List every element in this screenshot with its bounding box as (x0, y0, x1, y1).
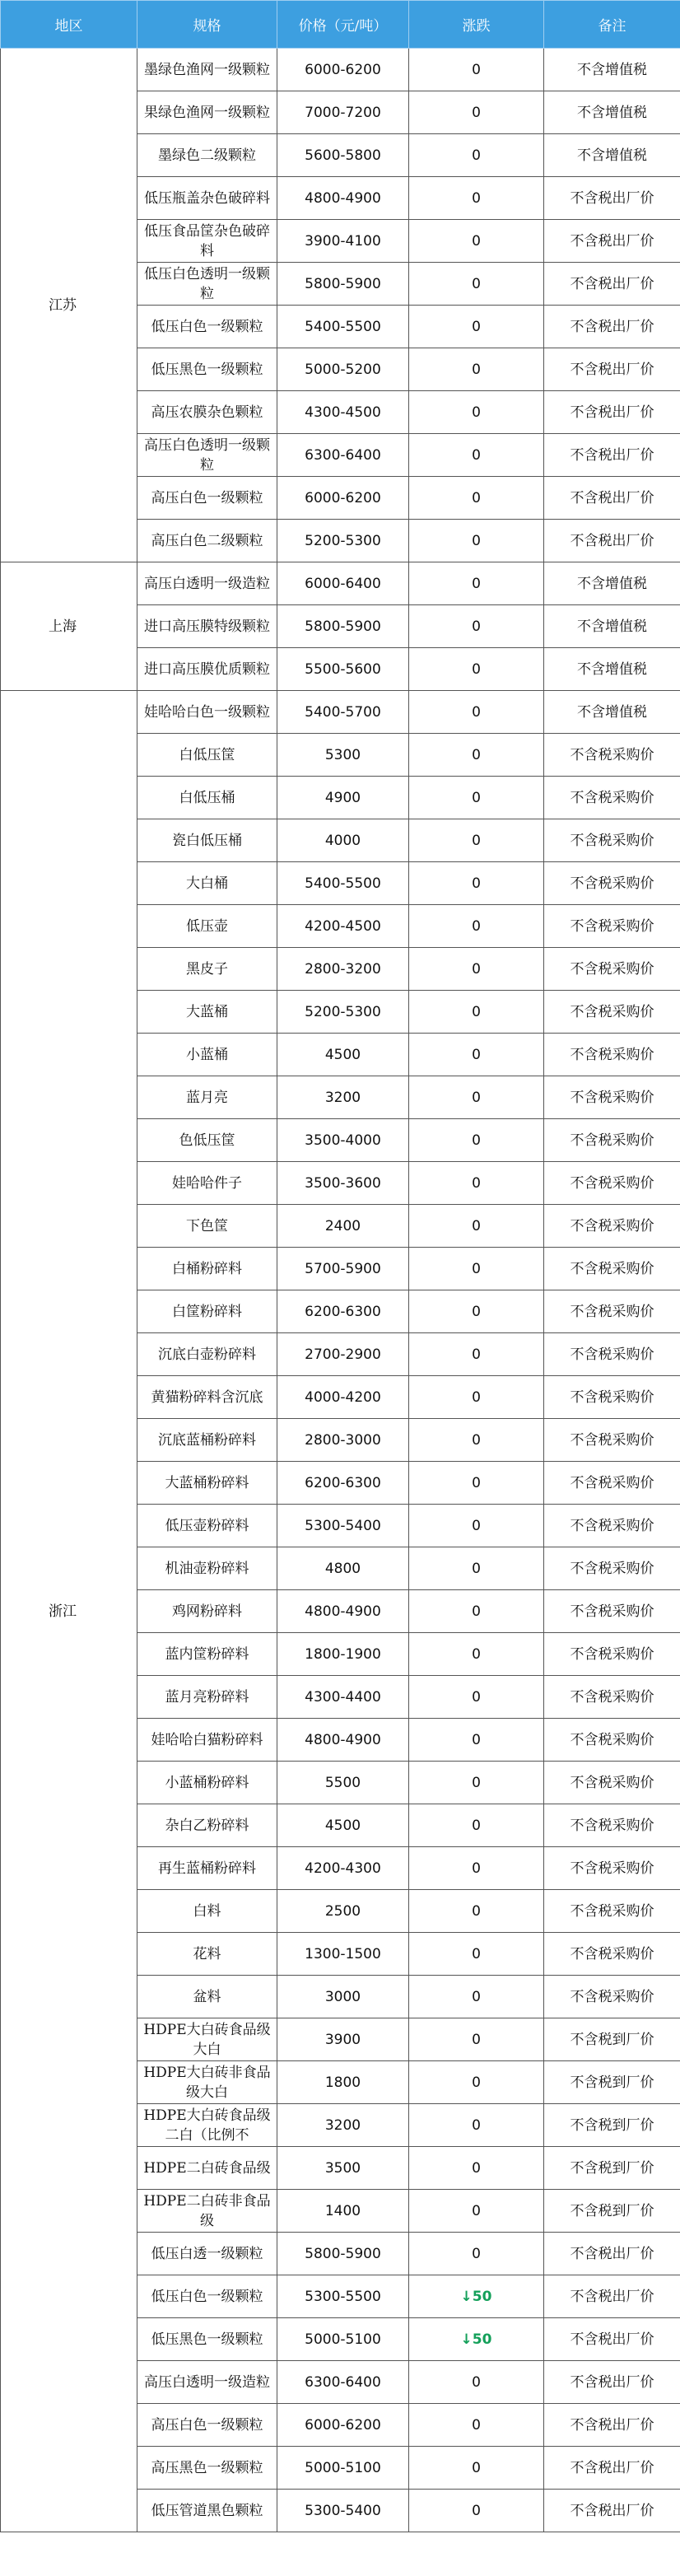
price-cell: 5300-5500 (277, 2275, 409, 2318)
change-cell: 0 (409, 2061, 544, 2104)
change-cell: 0 (409, 2190, 544, 2233)
spec-cell: 娃哈哈白色一级颗粒 (137, 691, 277, 734)
price-cell: 6000-6200 (277, 2404, 409, 2447)
note-cell: 不含税采购价 (544, 1847, 680, 1890)
change-cell: 0 (409, 1290, 544, 1333)
spec-cell: 进口高压膜优质颗粒 (137, 648, 277, 691)
spec-cell: HDPE大白砖食品级二白（比例不 (137, 2104, 277, 2147)
spec-cell: 瓷白低压桶 (137, 819, 277, 862)
spec-cell: 白筐粉碎料 (137, 1290, 277, 1333)
price-cell: 5200-5300 (277, 520, 409, 562)
table-body (1, 49, 680, 2532)
spec-cell: 沉底蓝桶粉碎料 (137, 1419, 277, 1462)
change-cell: 0 (409, 991, 544, 1034)
price-cell: 4200-4300 (277, 1847, 409, 1890)
change-cell: 0 (409, 434, 544, 477)
price-cell: 5800-5900 (277, 2233, 409, 2275)
note-cell: 不含税到厂价 (544, 2061, 680, 2104)
note-cell: 不含税出厂价 (544, 2404, 680, 2447)
change-cell: 0 (409, 948, 544, 991)
note-cell: 不含税采购价 (544, 1762, 680, 1804)
spec-cell: HDPE二白砖非食品级 (137, 2190, 277, 2233)
price-cell: 2400 (277, 1205, 409, 1248)
spec-cell: 低压壶粉碎料 (137, 1505, 277, 1547)
change-cell: 0 (409, 1547, 544, 1590)
note-cell: 不含税采购价 (544, 948, 680, 991)
change-cell: 0 (409, 1162, 544, 1205)
spec-cell: 墨绿色渔网一级颗粒 (137, 49, 277, 91)
note-cell: 不含税出厂价 (544, 220, 680, 263)
change-cell: 0 (409, 562, 544, 605)
table-row (1, 562, 680, 605)
change-cell: 0 (409, 2147, 544, 2190)
price-cell: 1300-1500 (277, 1933, 409, 1976)
spec-cell: 高压白透明一级造粒 (137, 562, 277, 605)
price-cell: 5800-5900 (277, 263, 409, 306)
change-cell: 0 (409, 605, 544, 648)
change-cell: 0 (409, 49, 544, 91)
change-cell: 0 (409, 1976, 544, 2018)
change-cell: 0 (409, 1034, 544, 1076)
spec-cell: 低压黑色一级颗粒 (137, 2318, 277, 2361)
spec-cell: 娃哈哈件子 (137, 1162, 277, 1205)
change-cell: 0 (409, 2104, 544, 2147)
region-cell: 上海 (1, 562, 137, 691)
price-cell: 5500 (277, 1762, 409, 1804)
price-cell: 3500-4000 (277, 1119, 409, 1162)
price-cell: 4800 (277, 1547, 409, 1590)
price-cell: 1800 (277, 2061, 409, 2104)
change-cell: 0 (409, 1333, 544, 1376)
note-cell: 不含税出厂价 (544, 2490, 680, 2532)
price-cell: 3200 (277, 2104, 409, 2147)
spec-cell: 下色筐 (137, 1205, 277, 1248)
note-cell: 不含税采购价 (544, 862, 680, 905)
note-cell: 不含税采购价 (544, 1676, 680, 1719)
price-cell: 6000-6200 (277, 49, 409, 91)
change-cell: 0 (409, 905, 544, 948)
spec-cell: 娃哈哈白猫粉碎料 (137, 1719, 277, 1762)
spec-cell: 高压黑色一级颗粒 (137, 2447, 277, 2490)
note-cell: 不含税出厂价 (544, 177, 680, 220)
spec-cell: 高压白色透明一级颗粒 (137, 434, 277, 477)
note-cell: 不含税到厂价 (544, 2147, 680, 2190)
note-cell: 不含税出厂价 (544, 391, 680, 434)
note-cell: 不含税采购价 (544, 1119, 680, 1162)
price-cell: 5000-5200 (277, 348, 409, 391)
price-cell: 1400 (277, 2190, 409, 2233)
note-cell: 不含税采购价 (544, 1076, 680, 1119)
change-cell: 0 (409, 1719, 544, 1762)
spec-cell: 花料 (137, 1933, 277, 1976)
price-cell: 7000-7200 (277, 91, 409, 134)
note-cell: 不含增值税 (544, 134, 680, 177)
price-cell: 2800-3000 (277, 1419, 409, 1462)
price-cell: 3000 (277, 1976, 409, 2018)
note-cell: 不含税采购价 (544, 734, 680, 777)
price-cell: 4800-4900 (277, 1719, 409, 1762)
spec-cell: 白低压筐 (137, 734, 277, 777)
change-cell: 0 (409, 1590, 544, 1633)
header-region: 地区 (1, 1, 137, 49)
table-header (1, 1, 680, 49)
header-spec: 规格 (137, 1, 277, 49)
change-cell: 0 (409, 1762, 544, 1804)
note-cell: 不含税出厂价 (544, 2361, 680, 2404)
change-cell: 0 (409, 1205, 544, 1248)
note-cell: 不含税出厂价 (544, 520, 680, 562)
note-cell: 不含税采购价 (544, 777, 680, 819)
price-cell: 3900 (277, 2018, 409, 2061)
region-cell: 浙江 (1, 691, 137, 2532)
note-cell: 不含税出厂价 (544, 2275, 680, 2318)
spec-cell: 低压白色一级颗粒 (137, 306, 277, 348)
price-cell: 6200-6300 (277, 1462, 409, 1505)
note-cell: 不含税采购价 (544, 1890, 680, 1933)
note-cell: 不含增值税 (544, 91, 680, 134)
spec-cell: 黑皮子 (137, 948, 277, 991)
note-cell: 不含税到厂价 (544, 2018, 680, 2061)
change-cell: 0 (409, 348, 544, 391)
spec-cell: 蓝月亮粉碎料 (137, 1676, 277, 1719)
spec-cell: 机油壶粉碎料 (137, 1547, 277, 1590)
spec-cell: 鸡网粉碎料 (137, 1590, 277, 1633)
price-cell: 5300-5400 (277, 2490, 409, 2532)
spec-cell: 低压食品筐杂色破碎料 (137, 220, 277, 263)
note-cell: 不含税采购价 (544, 905, 680, 948)
price-cell: 5400-5500 (277, 862, 409, 905)
change-cell: 0 (409, 2447, 544, 2490)
change-cell: 0 (409, 1248, 544, 1290)
change-cell: 0 (409, 1462, 544, 1505)
note-cell: 不含增值税 (544, 49, 680, 91)
spec-cell: 高压农膜杂色颗粒 (137, 391, 277, 434)
region-cell: 江苏 (1, 49, 137, 562)
change-cell: ↓50 (409, 2275, 544, 2318)
spec-cell: 色低压筐 (137, 1119, 277, 1162)
note-cell: 不含税出厂价 (544, 2233, 680, 2275)
note-cell: 不含税出厂价 (544, 306, 680, 348)
price-cell: 4000 (277, 819, 409, 862)
price-cell: 4200-4500 (277, 905, 409, 948)
price-cell: 4300-4400 (277, 1676, 409, 1719)
spec-cell: 白低压桶 (137, 777, 277, 819)
price-cell: 2800-3200 (277, 948, 409, 991)
note-cell: 不含税采购价 (544, 819, 680, 862)
change-cell: 0 (409, 520, 544, 562)
change-cell: 0 (409, 1847, 544, 1890)
spec-cell: 黄猫粉碎料含沉底 (137, 1376, 277, 1419)
change-cell: 0 (409, 1633, 544, 1676)
note-cell: 不含税采购价 (544, 1248, 680, 1290)
price-cell: 6300-6400 (277, 2361, 409, 2404)
change-cell: ↓50 (409, 2318, 544, 2361)
change-cell: 0 (409, 1376, 544, 1419)
spec-cell: 白料 (137, 1890, 277, 1933)
spec-cell: 低压白透一级颗粒 (137, 2233, 277, 2275)
change-cell: 0 (409, 691, 544, 734)
note-cell: 不含税出厂价 (544, 348, 680, 391)
price-cell: 2500 (277, 1890, 409, 1933)
spec-cell: 高压白色二级颗粒 (137, 520, 277, 562)
price-cell: 4800-4900 (277, 177, 409, 220)
note-cell: 不含税采购价 (544, 1976, 680, 2018)
spec-cell: 低压壶 (137, 905, 277, 948)
note-cell: 不含税采购价 (544, 1804, 680, 1847)
price-cell: 5600-5800 (277, 134, 409, 177)
spec-cell: 低压白色一级颗粒 (137, 2275, 277, 2318)
note-cell: 不含税采购价 (544, 1419, 680, 1462)
price-cell: 5800-5900 (277, 605, 409, 648)
spec-cell: HDPE大白砖食品级大白 (137, 2018, 277, 2061)
note-cell: 不含税采购价 (544, 1034, 680, 1076)
price-cell: 3900-4100 (277, 220, 409, 263)
price-cell: 6300-6400 (277, 434, 409, 477)
spec-cell: 低压黑色一级颗粒 (137, 348, 277, 391)
header-note: 备注 (544, 1, 680, 49)
spec-cell: 高压白色一级颗粒 (137, 477, 277, 520)
price-cell: 6000-6200 (277, 477, 409, 520)
change-cell: 0 (409, 2490, 544, 2532)
spec-cell: 高压白色一级颗粒 (137, 2404, 277, 2447)
change-cell: 0 (409, 2018, 544, 2061)
price-cell: 5300 (277, 734, 409, 777)
note-cell: 不含税采购价 (544, 1505, 680, 1547)
change-cell: 0 (409, 777, 544, 819)
note-cell: 不含税采购价 (544, 991, 680, 1034)
note-cell: 不含税到厂价 (544, 2190, 680, 2233)
note-cell: 不含税出厂价 (544, 2447, 680, 2490)
note-cell: 不含增值税 (544, 648, 680, 691)
change-cell: 0 (409, 177, 544, 220)
change-cell: 0 (409, 1076, 544, 1119)
change-cell: 0 (409, 1505, 544, 1547)
change-cell: 0 (409, 2404, 544, 2447)
change-cell: 0 (409, 134, 544, 177)
price-cell: 2700-2900 (277, 1333, 409, 1376)
note-cell: 不含税采购价 (544, 1376, 680, 1419)
price-cell: 5000-5100 (277, 2447, 409, 2490)
spec-cell: 白桶粉碎料 (137, 1248, 277, 1290)
price-cell: 3500 (277, 2147, 409, 2190)
note-cell: 不含税出厂价 (544, 263, 680, 306)
header-change: 涨跌 (409, 1, 544, 49)
change-cell: 0 (409, 1933, 544, 1976)
change-cell: 0 (409, 648, 544, 691)
table-row (1, 691, 680, 734)
spec-cell: 再生蓝桶粉碎料 (137, 1847, 277, 1890)
price-cell: 3500-3600 (277, 1162, 409, 1205)
change-cell: 0 (409, 391, 544, 434)
change-cell: 0 (409, 1804, 544, 1847)
change-cell: 0 (409, 1419, 544, 1462)
note-cell: 不含税出厂价 (544, 477, 680, 520)
change-cell: 0 (409, 734, 544, 777)
change-cell: 0 (409, 1676, 544, 1719)
spec-cell: 墨绿色二级颗粒 (137, 134, 277, 177)
price-cell: 5700-5900 (277, 1248, 409, 1290)
note-cell: 不含税到厂价 (544, 2104, 680, 2147)
change-cell: 0 (409, 263, 544, 306)
price-cell: 5500-5600 (277, 648, 409, 691)
price-cell: 5000-5100 (277, 2318, 409, 2361)
price-cell: 4900 (277, 777, 409, 819)
price-cell: 4000-4200 (277, 1376, 409, 1419)
spec-cell: 蓝月亮 (137, 1076, 277, 1119)
change-cell: 0 (409, 2361, 544, 2404)
note-cell: 不含税采购价 (544, 1719, 680, 1762)
price-cell: 3200 (277, 1076, 409, 1119)
price-cell: 5300-5400 (277, 1505, 409, 1547)
note-cell: 不含税采购价 (544, 1162, 680, 1205)
price-cell: 5400-5700 (277, 691, 409, 734)
spec-cell: 大蓝桶粉碎料 (137, 1462, 277, 1505)
change-cell: 0 (409, 819, 544, 862)
price-cell: 4300-4500 (277, 391, 409, 434)
price-cell: 6200-6300 (277, 1290, 409, 1333)
change-cell: 0 (409, 2233, 544, 2275)
spec-cell: 果绿色渔网一级颗粒 (137, 91, 277, 134)
price-cell: 4500 (277, 1034, 409, 1076)
spec-cell: 低压管道黑色颗粒 (137, 2490, 277, 2532)
spec-cell: 低压白色透明一级颗粒 (137, 263, 277, 306)
note-cell: 不含税采购价 (544, 1590, 680, 1633)
price-cell: 5200-5300 (277, 991, 409, 1034)
change-cell: 0 (409, 91, 544, 134)
price-cell: 1800-1900 (277, 1633, 409, 1676)
change-cell: 0 (409, 220, 544, 263)
spec-cell: 进口高压膜特级颗粒 (137, 605, 277, 648)
spec-cell: 大蓝桶 (137, 991, 277, 1034)
spec-cell: 低压瓶盖杂色破碎料 (137, 177, 277, 220)
spec-cell: 大白桶 (137, 862, 277, 905)
note-cell: 不含税采购价 (544, 1462, 680, 1505)
spec-cell: HDPE二白砖食品级 (137, 2147, 277, 2190)
spec-cell: 杂白乙粉碎料 (137, 1804, 277, 1847)
change-cell: 0 (409, 477, 544, 520)
spec-cell: 蓝内筐粉碎料 (137, 1633, 277, 1676)
change-cell: 0 (409, 1890, 544, 1933)
note-cell: 不含税采购价 (544, 1290, 680, 1333)
price-cell: 6000-6400 (277, 562, 409, 605)
spec-cell: 小蓝桶 (137, 1034, 277, 1076)
spec-cell: 小蓝桶粉碎料 (137, 1762, 277, 1804)
change-cell: 0 (409, 306, 544, 348)
note-cell: 不含税采购价 (544, 1205, 680, 1248)
note-cell: 不含税采购价 (544, 1333, 680, 1376)
note-cell: 不含税采购价 (544, 1547, 680, 1590)
table-row (1, 49, 680, 91)
note-cell: 不含税出厂价 (544, 2318, 680, 2361)
spec-cell: 沉底白壶粉碎料 (137, 1333, 277, 1376)
note-cell: 不含税采购价 (544, 1633, 680, 1676)
spec-cell: HDPE大白砖非食品级大白 (137, 2061, 277, 2104)
note-cell: 不含增值税 (544, 605, 680, 648)
note-cell: 不含增值税 (544, 562, 680, 605)
header-price: 价格（元/吨） (277, 1, 409, 49)
change-cell: 0 (409, 1119, 544, 1162)
note-cell: 不含增值税 (544, 691, 680, 734)
price-cell: 5400-5500 (277, 306, 409, 348)
spec-cell: 高压白透明一级造粒 (137, 2361, 277, 2404)
price-cell: 4800-4900 (277, 1590, 409, 1633)
price-cell: 4500 (277, 1804, 409, 1847)
spec-cell: 盆料 (137, 1976, 277, 2018)
note-cell: 不含税出厂价 (544, 434, 680, 477)
change-cell: 0 (409, 862, 544, 905)
note-cell: 不含税采购价 (544, 1933, 680, 1976)
